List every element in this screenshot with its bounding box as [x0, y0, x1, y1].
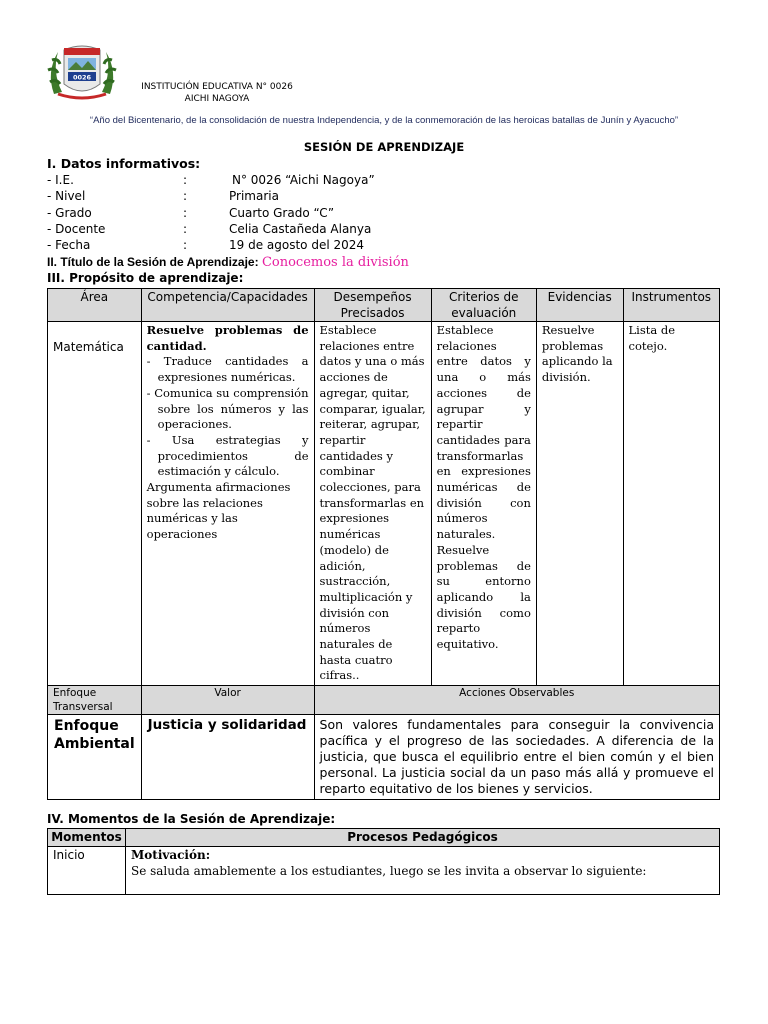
datos-value-docente: Celia Castañeda Alanya	[229, 222, 372, 236]
header-area: Área	[48, 289, 142, 322]
criterio-2: Resuelve problemas de su entorno aplicando la división como reparto equitativo.	[436, 542, 531, 652]
year-motto: “Año del Bicentenario, de la consolidación de nuestra Independencia, y de la conmemoración de las heroicas batallas de Junín y Ayacucho”	[89, 115, 679, 126]
header-acciones: Acciones Observables	[314, 686, 719, 715]
datos-value-ie: N° 0026 “Aichi Nagoya”	[232, 173, 375, 187]
capacidad-item: - Comunica su comprensión sobre los números y las operaciones.	[146, 385, 309, 432]
datos-value-nivel: Primaria	[229, 189, 279, 203]
competencia-cell	[141, 322, 314, 686]
titulo-sesion	[47, 255, 409, 270]
header-instrumentos: Instrumentos	[623, 289, 720, 322]
proceso-texto: Se saluda amablemente a los estudiantes, luego se les invita a observar lo siguiente:	[130, 863, 647, 878]
datos-colon: :	[183, 222, 188, 236]
capacidad-extra: Argumenta afirmaciones sobre las relaciones numéricas y las operaciones	[146, 480, 291, 542]
school-logo	[44, 42, 120, 100]
titulo-sesion-label: II. Título de la Sesión de Aprendizaje:	[47, 255, 259, 269]
datos-colon: :	[183, 206, 188, 220]
enfoque-row	[48, 715, 720, 800]
header-criterios: Criterios de evaluación	[431, 289, 536, 322]
logo-number: 0026	[72, 73, 92, 82]
proposito-table	[47, 288, 720, 800]
datos-heading: I. Datos informativos:	[47, 156, 201, 171]
header-valor: Valor	[141, 686, 314, 715]
capacidad-item: - Usa estrategias y procedimientos de estimación y cálculo.	[146, 432, 309, 479]
competencia-title: Resuelve problemas de cantidad.	[146, 323, 309, 353]
desempenos-cell: Establece relaciones entre datos y una o más acciones de agregar, quitar, comparar, igualar, reiterar, agrupar, repartir cantidades y combinar colecciones, para transformarlas en expresiones numéricas (modelo) de adición, sustracción, multiplicación y división con números naturales de hasta cuatro cifras..	[314, 322, 431, 686]
capacidad-item: - Traduce cantidades a expresiones numéricas.	[146, 354, 309, 385]
institution-line1: INSTITUCIÓN EDUCATIVA N° 0026	[141, 82, 293, 92]
evidencias-cell: Resuelve problemas aplicando la división.	[536, 322, 623, 686]
header-competencia: Competencia/Capacidades	[141, 289, 314, 322]
datos-colon: :	[183, 173, 188, 187]
datos-colon: :	[183, 238, 188, 252]
proposito-heading: III. Propósito de aprendizaje:	[47, 271, 244, 285]
datos-label-ie: - I.E.	[47, 173, 74, 187]
enfoque-header-row	[48, 686, 720, 715]
datos-label-docente: - Docente	[47, 222, 106, 236]
momentos-table	[47, 828, 720, 895]
datos-value-grado: Cuarto Grado “C”	[229, 206, 335, 220]
criterios-cell	[431, 322, 536, 686]
enfoque-cell: Enfoque Ambiental	[48, 715, 142, 800]
instrumentos-cell: Lista de cotejo.	[623, 322, 720, 686]
momento-cell: Inicio	[48, 847, 126, 895]
capacidades-list	[147, 354, 309, 480]
proceso-cell	[125, 847, 719, 895]
institution-line2: AICHI NAGOYA	[184, 94, 250, 104]
momentos-header-row	[48, 829, 720, 847]
datos-colon: :	[183, 189, 188, 203]
area-cell: Matemática	[48, 322, 142, 686]
criterio-1: Establece relaciones entre datos y una o más acciones de agrupar y repartir cantidades para transformarlas en expresiones numéricas de división con números naturales.	[436, 323, 531, 542]
header-evidencias: Evidencias	[536, 289, 623, 322]
datos-value-fecha: 19 de agosto del 2024	[229, 238, 365, 252]
titulo-sesion-value: Conocemos la división	[261, 255, 409, 270]
proceso-subtitulo: Motivación:	[130, 848, 211, 862]
header-enfoque: Enfoque Transversal	[48, 686, 142, 715]
document-title: SESIÓN DE APRENDIZAJE	[303, 140, 465, 154]
datos-label-grado: - Grado	[47, 206, 92, 220]
valor-cell: Justicia y solidaridad	[141, 715, 314, 800]
header-procesos: Procesos Pedagógicos	[125, 829, 719, 847]
acciones-cell: Son valores fundamentales para conseguir la convivencia pacífica y el progreso de las sociedades. A diferencia de la justicia, que busca el equilibrio entre el bien común y el bien personal. La justicia social da un paso más allá y promueve el reparto equitativo de los bienes y servicios.	[314, 715, 719, 800]
momentos-heading: IV. Momentos de la Sesión de Aprendizaje:	[47, 812, 336, 826]
header-desempenos: Desempeños Precisados	[314, 289, 431, 322]
proposito-row	[48, 322, 720, 686]
institution-name	[120, 81, 314, 105]
datos-label-nivel: - Nivel	[47, 189, 86, 203]
momento-row	[48, 847, 720, 895]
header-momentos: Momentos	[48, 829, 126, 847]
proposito-header-row	[48, 289, 720, 322]
datos-label-fecha: - Fecha	[47, 238, 91, 252]
